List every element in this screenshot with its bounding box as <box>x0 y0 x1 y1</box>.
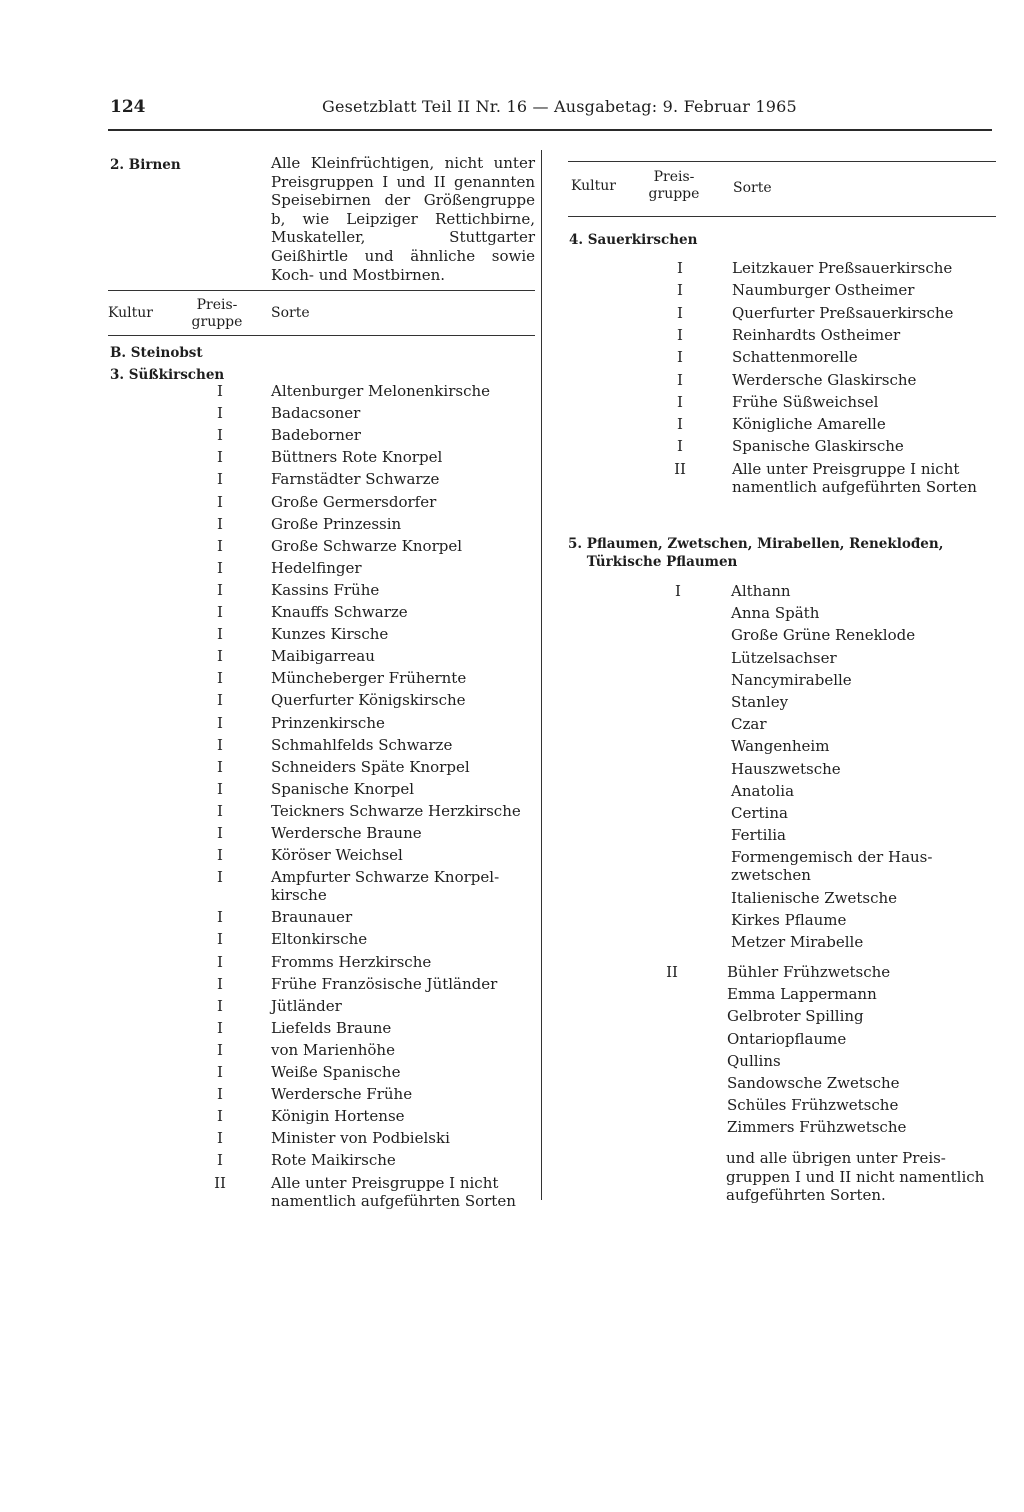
table-row <box>566 326 996 348</box>
preisgruppe-value: I <box>677 348 683 367</box>
sorte-name: Leitzkauer Preßsauerkirsche <box>732 259 953 277</box>
table-row <box>566 889 996 911</box>
preisgruppe-value: I <box>217 779 223 798</box>
sorte-name: Badeborner <box>271 426 361 445</box>
sorte-name: Kassins Frühe <box>271 580 380 599</box>
preisgruppe-value: I <box>217 382 223 400</box>
preisgruppe-value: I <box>217 908 223 927</box>
sorte-name: Maibigarreau <box>271 647 375 666</box>
preisgruppe-value: I <box>217 952 223 971</box>
sorte-name: Hedelfinger <box>271 558 362 577</box>
preisgruppe-value: I <box>217 1040 223 1059</box>
sorte-name: Köröser Weichsel <box>271 846 403 865</box>
sorte-name: Kunzes Kirsche <box>271 625 389 644</box>
table-row <box>108 647 538 669</box>
sorte-name: Nancymirabelle <box>731 670 852 689</box>
preisgruppe-value: I <box>217 448 223 467</box>
sorte-name: Minister von Podbielski <box>271 1129 450 1148</box>
table-row <box>108 382 538 404</box>
preisgruppe-value: I <box>217 974 223 993</box>
sorte-name: Frühe Süßweichsel <box>732 392 879 411</box>
table-row <box>566 582 996 604</box>
sorte-name: Frühe Französische Jütländer <box>271 974 498 993</box>
table-row <box>566 826 996 848</box>
sorte-name: Czar <box>731 715 767 734</box>
table-row <box>566 848 996 885</box>
sorte-name: Werdersche Glaskirsche <box>732 370 917 389</box>
sorte-name: Spanische Glaskirsche <box>732 437 904 456</box>
preisgruppe-value: I <box>217 1151 223 1170</box>
table-row <box>566 459 996 496</box>
sorte-name: Große Prinzessin <box>271 514 402 533</box>
table-row <box>108 1173 538 1210</box>
table-row <box>108 603 538 625</box>
table-rule-bottom <box>108 335 535 336</box>
table-rule-top <box>108 290 535 291</box>
sorte-name: Wangenheim <box>731 737 830 756</box>
sorte-name: Althann <box>731 582 791 600</box>
table-row <box>108 975 538 997</box>
preisgruppe-value: I <box>217 669 223 688</box>
table-row <box>108 470 538 492</box>
sorte-name: Schattenmorelle <box>732 348 858 367</box>
preisgruppe-value: I <box>217 1085 223 1104</box>
sorte-name: Prinzenkirsche <box>271 713 385 732</box>
preisgruppe-value: I <box>677 325 683 344</box>
preisgruppe-value: I <box>217 824 223 842</box>
header-preisgruppe: Preis- gruppe <box>191 297 243 330</box>
preisgruppe-value: I <box>677 437 683 456</box>
header-sorte-right: Sorte <box>733 180 772 196</box>
header-kultur-right: Kultur <box>571 178 616 194</box>
table-row <box>108 802 538 824</box>
preisgruppe-value: I <box>217 801 223 820</box>
table-row <box>566 1052 996 1074</box>
sorte-name: Metzer Mirabelle <box>731 933 864 951</box>
header-preisgruppe-right: Preis- gruppe <box>648 169 700 202</box>
preisgruppe-value: II <box>674 459 686 478</box>
sorte-name: Stanley <box>731 693 789 711</box>
table-row <box>566 259 996 281</box>
preisgruppe-value: I <box>217 625 223 644</box>
table-row <box>108 908 538 930</box>
preisgruppe-value: I <box>217 426 223 445</box>
preisgruppe-value: I <box>217 1018 223 1037</box>
table-row <box>566 437 996 459</box>
table-row <box>108 1063 538 1085</box>
sorte-name: Königin Hortense <box>271 1107 405 1126</box>
sorte-name: Große Schwarze Knorpel <box>271 536 463 555</box>
sorte-name: Qullins <box>727 1051 781 1070</box>
preisgruppe-value: I <box>677 415 683 434</box>
table-row <box>108 669 538 691</box>
table-row <box>566 671 996 693</box>
right-column <box>566 150 996 1210</box>
sorte-name: Certina <box>731 804 788 822</box>
table-rule-top-right <box>568 161 996 162</box>
table-row <box>566 760 996 782</box>
table-row <box>566 415 996 437</box>
table-row <box>566 737 996 759</box>
preisgruppe-value: I <box>217 757 223 776</box>
sorte-name: Fromms Herzkirsche <box>271 952 432 971</box>
preisgruppe-value: I <box>217 603 223 621</box>
sorte-name: Werdersche Braune <box>271 824 422 842</box>
preisgruppe-value: I <box>675 582 681 600</box>
sorte-name: Eltonkirsche <box>271 930 368 949</box>
table-row <box>566 281 996 303</box>
preisgruppe-value: I <box>217 558 223 577</box>
preisgruppe-value: I <box>217 1107 223 1126</box>
table-row <box>566 626 996 648</box>
sorte-name: Reinhardts Ostheimer <box>732 325 901 344</box>
preisgruppe-value: I <box>677 259 683 277</box>
preisgruppe-value: I <box>677 392 683 411</box>
table-row <box>566 804 996 826</box>
sorte-name: Emma Lappermann <box>727 985 877 1004</box>
preisgruppe-value: I <box>217 930 223 949</box>
preisgruppe-value: I <box>677 303 683 322</box>
table-row <box>566 348 996 370</box>
preisgruppe-value: I <box>217 470 223 489</box>
sorte-name: Große Germersdorfer <box>271 492 437 511</box>
preisgruppe-value: I <box>217 514 223 533</box>
table-row <box>566 304 996 326</box>
preisgruppe-value: I <box>217 492 223 511</box>
sorte-name: Spanische Knorpel <box>271 779 415 798</box>
preisgruppe-value: II <box>666 963 678 981</box>
sorte-name: Kirkes Pflaume <box>731 910 847 929</box>
sorte-name: Jütländer <box>271 996 342 1015</box>
sorte-name: Braunauer <box>271 908 353 927</box>
table-row <box>108 953 538 975</box>
sorte-name: Schmahlfelds Schwarze <box>271 735 453 754</box>
left-column <box>108 150 538 1210</box>
preisgruppe-value: I <box>217 647 223 666</box>
page-header <box>108 97 992 119</box>
table-row <box>566 715 996 737</box>
page-number: 124 <box>110 97 146 117</box>
table-row <box>566 985 996 1007</box>
table-row <box>108 448 538 470</box>
sorte-name: Zimmers Frühzwetsche <box>727 1118 907 1137</box>
section-suesskirschen-label: 3. Süßkirschen <box>110 367 225 383</box>
table-row <box>566 911 996 933</box>
sorte-name: Ampfurter Schwarze Knorpel- kirsche <box>271 868 500 905</box>
table-row <box>108 846 538 868</box>
table-row <box>108 824 538 846</box>
sorte-name: Schüles Frühzwetsche <box>727 1096 899 1115</box>
preisgruppe-value: I <box>217 713 223 732</box>
table-row <box>108 493 538 515</box>
preisgruppe-value: I <box>217 846 223 865</box>
sorte-name: Anna Späth <box>731 604 820 623</box>
table-row <box>108 1129 538 1151</box>
table-row <box>108 581 538 603</box>
table-row <box>108 404 538 426</box>
sorte-name: Querfurter Preßsauerkirsche <box>732 303 954 322</box>
table-row <box>108 758 538 780</box>
table-row <box>566 782 996 804</box>
table-row <box>566 1118 996 1140</box>
section-pflaumen-label: 5. Pflaumen, Zwetschen, Mirabellen, Reneklođen, Türkische Pflaumen <box>568 536 944 570</box>
column-divider <box>541 150 542 1200</box>
section-sauerkirschen-label: 4. Sauerkirschen <box>569 232 698 248</box>
sorte-name: Alle unter Preisgruppe I nicht namentlich aufgeführten Sorten <box>732 459 977 496</box>
sorte-name: Lützelsachser <box>731 648 837 667</box>
preisgruppe-value: I <box>677 370 683 389</box>
sorte-name: Badacsoner <box>271 404 361 423</box>
preisgruppe-value: I <box>217 691 223 710</box>
running-head: Gesetzblatt Teil II Nr. 16 — Ausgabetag: 9. Februar 1965 <box>322 97 797 116</box>
preisgruppe-value: I <box>217 996 223 1015</box>
table-row <box>108 1019 538 1041</box>
table-row <box>566 649 996 671</box>
preisgruppe-value: I <box>217 735 223 754</box>
table-row <box>108 426 538 448</box>
header-sorte: Sorte <box>271 305 310 321</box>
table-row <box>566 693 996 715</box>
sorte-name: Formengemisch der Haus- zwetschen <box>731 848 933 885</box>
sorte-name: Rote Maikirsche <box>271 1151 396 1170</box>
sorte-name: Altenburger Melonenkirsche <box>271 382 491 400</box>
preisgruppe-value: II <box>214 1173 226 1192</box>
sorte-name: Fertilia <box>731 826 786 845</box>
table-rule-bottom-right <box>568 216 996 217</box>
table-row <box>566 1030 996 1052</box>
sorte-name: Müncheberger Frühernte <box>271 669 467 688</box>
table-row <box>566 371 996 393</box>
header-rule <box>108 129 992 131</box>
table-row <box>566 963 996 985</box>
table-row <box>108 515 538 537</box>
table-row <box>108 1151 538 1173</box>
pflaumen-closing-note: und alle übrigen unter Preis- gruppen I und II nicht namentlich aufgeführten Sorten. <box>726 1149 985 1204</box>
table-row <box>108 930 538 952</box>
sorte-name: Bühler Frühzwetsche <box>727 963 891 981</box>
table-row <box>108 868 538 905</box>
sorte-name: Anatolia <box>731 781 795 800</box>
sorte-name: Werdersche Frühe <box>271 1085 413 1104</box>
preisgruppe-value: I <box>677 281 683 300</box>
table-row <box>566 604 996 626</box>
sorte-name: Knauffs Schwarze <box>271 603 408 621</box>
table-row <box>108 780 538 802</box>
preisgruppe-value: I <box>217 1129 223 1148</box>
sorte-name: Büttners Rote Knorpel <box>271 448 443 467</box>
sorte-name: Naumburger Ostheimer <box>732 281 915 300</box>
sorte-name: Italienische Zwetsche <box>731 888 898 907</box>
preisgruppe-value: I <box>217 536 223 555</box>
table-row <box>108 625 538 647</box>
table-row <box>108 537 538 559</box>
sorte-name: Schneiders Späte Knorpel <box>271 757 470 776</box>
sorte-name: Ontariopflaume <box>727 1029 847 1048</box>
sorte-name: von Marienhöhe <box>271 1040 395 1059</box>
sorte-name: Farnstädter Schwarze <box>271 470 440 489</box>
birnen-description: Alle Kleinfrüchtigen, nicht unter Preisgruppen I und II genannten Speisebirnen der Größengruppe b, wie Leipziger Rettichbirne, Muskateller, Stuttgarter Geißhirtle und ähnliche sowie Koch- und Mostbirnen. <box>271 154 535 284</box>
table-row <box>108 691 538 713</box>
sorte-name: Große Grüne Reneklode <box>731 626 916 645</box>
sorte-name: Querfurter Königskirsche <box>271 691 466 710</box>
table-row <box>108 1107 538 1129</box>
table-row <box>108 736 538 758</box>
section-birnen-label: 2. Birnen <box>110 157 181 173</box>
table-row <box>566 933 996 955</box>
table-row <box>108 559 538 581</box>
sorte-name: Gelbroter Spilling <box>727 1007 864 1026</box>
sorte-name: Teickners Schwarze Herzkirsche <box>271 801 521 820</box>
table-row <box>108 714 538 736</box>
sorte-name: Liefelds Braune <box>271 1018 392 1037</box>
sorte-name: Hauszwetsche <box>731 759 841 778</box>
table-row <box>566 1007 996 1029</box>
table-row <box>566 1096 996 1118</box>
table-row <box>566 393 996 415</box>
sorte-name: Alle unter Preisgruppe I nicht namentlich aufgeführten Sorten <box>271 1173 516 1210</box>
preisgruppe-value: I <box>217 580 223 599</box>
header-kultur: Kultur <box>108 305 153 321</box>
table-row <box>108 997 538 1019</box>
preisgruppe-value: I <box>217 404 223 423</box>
table-row <box>108 1041 538 1063</box>
sorte-name: Sandowsche Zwetsche <box>727 1074 900 1092</box>
table-row <box>108 1085 538 1107</box>
preisgruppe-value: I <box>217 1063 223 1081</box>
sorte-name: Weiße Spanische <box>271 1063 401 1081</box>
section-steinobst-label: B. Steinobst <box>110 345 203 361</box>
table-row <box>566 1074 996 1096</box>
preisgruppe-value: I <box>217 868 223 887</box>
sorte-name: Königliche Amarelle <box>732 415 886 434</box>
